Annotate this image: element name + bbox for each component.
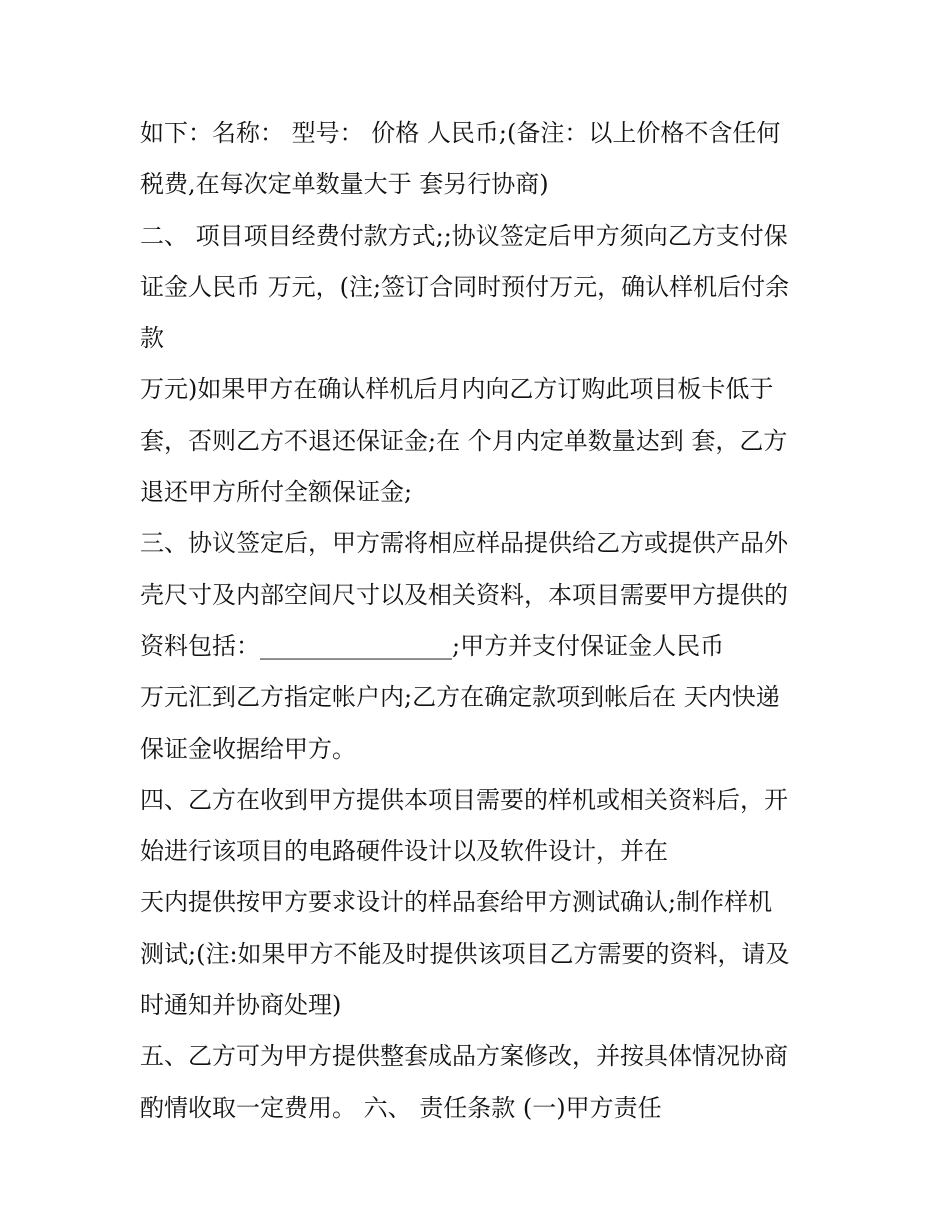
- text-line: 测试;(注:如果甲方不能及时提供该项目乙方需要的资料，请及: [140, 939, 790, 968]
- text-line: 五、乙方可为甲方提供整套成品方案修改，并按具体情况协商: [140, 1042, 788, 1071]
- text-line: 款: [140, 324, 164, 353]
- text-line: 二、 项目项目经费付款方式;;协议签定后甲方须向乙方支付保: [140, 221, 788, 250]
- text-line: 万元)如果甲方在确认样机后月内向乙方订购此项目板卡低于: [140, 375, 774, 404]
- text-line: 时通知并协商处理): [140, 991, 342, 1020]
- text-line: 税费,在每次定单数量大于 套另行协商): [140, 170, 549, 199]
- text-line: 四、乙方在收到甲方提供本项目需要的样机或相关资料后，开: [140, 785, 788, 814]
- text-line: 证金人民币 万元，(注;签订合同时预付万元，确认样机后付余: [140, 272, 790, 301]
- text-line: 万元汇到乙方指定帐户内;乙方在确定款项到帐后在 天内快递: [140, 683, 780, 712]
- text-line: 保证金收据给甲方。: [140, 734, 356, 763]
- text-line: 壳尺寸及内部空间尺寸以及相关资料，本项目需要甲方提供的: [140, 580, 788, 609]
- text-line: 三、协议签定后，甲方需将相应样品提供给乙方或提供产品外: [140, 529, 788, 558]
- text-line: 始进行该项目的电路硬件设计以及软件设计，并在: [140, 837, 668, 866]
- text-line: 资料包括：________________;甲方并支付保证金人民币: [140, 631, 725, 660]
- text-line: 天内提供按甲方要求设计的样品套给甲方测试确认;制作样机: [140, 888, 773, 917]
- text-line: 如下：名称： 型号： 价格 人民币;(备注：以上价格不含任何: [140, 119, 781, 147]
- document-body: [140, 108, 820, 1134]
- text-line: 套，否则乙方不退还保证金;在 个月内定单数量达到 套，乙方: [140, 426, 788, 455]
- text-line: 退还甲方所付全额保证金;: [140, 478, 413, 507]
- text-line: 酌情收取一定费用。 六、 责任条款 (一)甲方责任: [140, 1093, 662, 1122]
